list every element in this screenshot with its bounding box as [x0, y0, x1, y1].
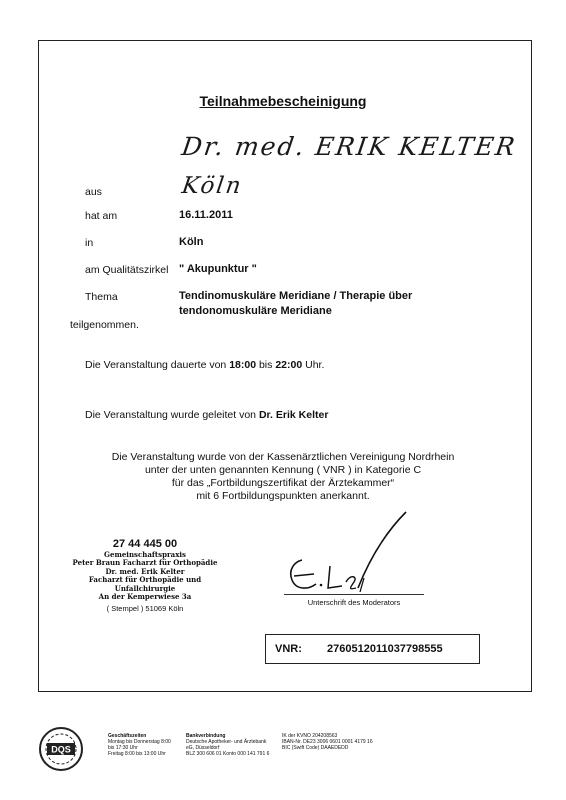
footer-hours-line-1: Montag bis Donnerstag 8:00 — [108, 739, 171, 745]
circle-value: " Akupunktur " — [179, 263, 257, 275]
footer-ids-line-1: IK der KVNO 204208563 — [282, 733, 338, 739]
duration-middle: bis — [258, 359, 273, 371]
participated-text: teilgenommen. — [70, 319, 139, 331]
accreditation-line-1: Die Veranstaltung wurde von der Kassenärztlichen Vereinigung Nordrhein — [111, 451, 455, 463]
accreditation-line-2: unter der unten genannten Kennung ( VNR ) in Kategorie C — [144, 464, 422, 476]
leader-name: Dr. Erik Kelter — [258, 409, 329, 421]
signature-line — [284, 594, 424, 595]
vnr-value: 2760512011037798555 — [327, 643, 443, 655]
stamp-line-3: Dr. med. Erik Kelter — [105, 566, 185, 576]
topic-line-1: Tendinomuskuläre Meridiane / Therapie über — [179, 290, 413, 302]
footer-bank-title: Bankverbindung — [186, 733, 226, 739]
moderator-signature — [280, 508, 430, 598]
footer-bank-line-1: Deutsche Apotheker- und Ärztebank — [186, 739, 267, 745]
document-title: Teilnahmebescheinigung — [199, 93, 367, 109]
duration-end: 22:00 — [275, 359, 303, 371]
footer-hours-line-3: Freitag 8:00 bis 13:00 Uhr — [108, 751, 166, 757]
footer-bank — [186, 733, 269, 757]
duration-prefix: Die Veranstaltung dauerte von — [85, 359, 227, 371]
footer-ids — [282, 733, 373, 751]
duration-start: 18:00 — [229, 359, 257, 371]
stamp-line-5: An der Kemperwiese 3a — [98, 592, 192, 601]
accreditation-line-4: mit 6 Fortbildungspunkten anerkannt. — [196, 490, 370, 502]
circle-label: am Qualitätszirkel — [85, 264, 169, 276]
stamp-line-4: Facharzt für Orthopädie und Unfallchirurgie — [88, 575, 202, 593]
topic-label: Thema — [85, 291, 118, 303]
practice-stamp — [60, 540, 230, 613]
date-label: hat am — [85, 210, 118, 222]
footer-ids-line-2: IBAN-Nr. DE23 3006 0601 0001 4179 16 — [282, 739, 373, 745]
duration-suffix: Uhr. — [305, 359, 325, 371]
footer-bank-line-2: eG, Düsseldorf — [186, 745, 220, 751]
footer-hours-title: Geschäftszeiten — [108, 733, 147, 739]
dqs-certification-logo — [38, 726, 84, 772]
logo-text: DQS — [51, 744, 71, 755]
date-value: 16.11.2011 — [179, 209, 233, 221]
topic-line-2: tendonomuskuläre Meridiane — [179, 305, 332, 317]
stamp-line-1: Gemeinschaftspraxis — [104, 549, 186, 559]
footer-bank-line-3: BLZ 300 606 01 Konto 000 141 791 6 — [186, 751, 270, 757]
duration-sentence — [85, 359, 324, 371]
footer-ids-line-3: BIC (Swift Code) DAAEDEDD — [282, 745, 349, 751]
in-label: in — [85, 237, 94, 249]
signature-caption: Unterschrift des Moderators — [307, 598, 401, 607]
stamp-phone: 27 44 445 00 — [112, 538, 178, 550]
stamp-bottom: ( Stempel ) 51069 Köln — [106, 603, 184, 613]
accreditation-line-3: für das „Fortbildungszertifikat der Ärztekammer“ — [171, 477, 395, 489]
footer-business-hours — [108, 733, 171, 757]
place-value: Köln — [179, 236, 204, 248]
leader-sentence — [85, 409, 328, 421]
handwritten-city: Köln — [180, 173, 245, 199]
stamp-line-2: Peter Braun Facharzt für Orthopädie — [72, 558, 218, 567]
vnr-box — [265, 634, 480, 664]
from-label: aus — [85, 186, 102, 198]
vnr-label: VNR: — [275, 643, 302, 655]
handwritten-participant-name: Dr. med. ERIK KELTER — [179, 132, 519, 161]
leader-prefix: Die Veranstaltung wurde geleitet von — [85, 409, 257, 421]
footer-hours-line-2: bis 17:30 Uhr — [108, 745, 138, 751]
